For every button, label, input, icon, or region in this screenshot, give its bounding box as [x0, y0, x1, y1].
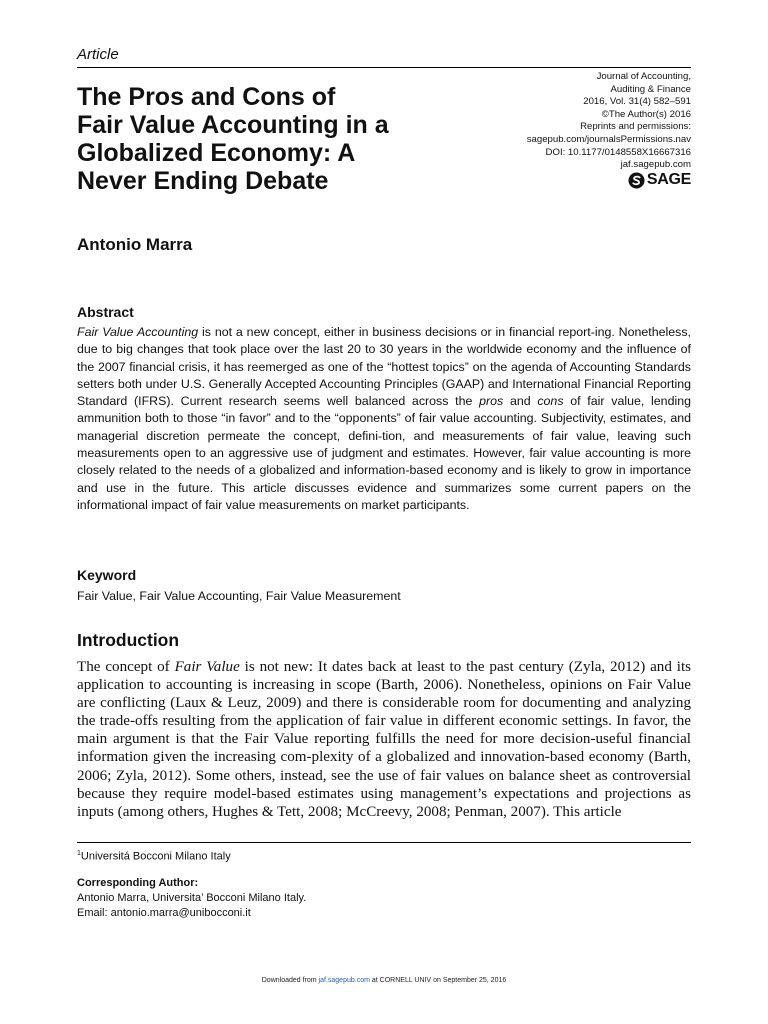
title-line: The Pros and Cons of — [77, 83, 336, 111]
keyword-text: Fair Value, Fair Value Accounting, Fair Value Measurement — [77, 589, 401, 603]
header-rule — [77, 67, 691, 68]
text-run: is not a new concept, either in business decisions or in financial report-ing. Nonetheless, due to big changes that took place over the last 20 to 30 years in the worldwide economy and the influence of the 2007 financial crisis, it has reemerged as one of the “hottest topics” on the agenda of Accounting Standards setters both under U.S. Generally Accepted Accounting Principles (GAAP) and International Financial Reporting Standard (IFRS). Current research seems well balanced across the — [77, 325, 691, 409]
corresponding-author-email: Email: antonio.marra@unibocconi.it — [77, 907, 251, 919]
affiliation-text: Universitá Bocconi Milano Italy — [80, 850, 231, 863]
journal-info-line: ©The Author(s) 2016 — [601, 108, 691, 120]
emphasized-text: Fair Value — [174, 659, 240, 675]
article-title — [77, 83, 497, 195]
text-run: The concept of — [77, 659, 175, 675]
journal-info-line: Journal of Accounting, — [596, 71, 691, 82]
publisher-logo — [628, 171, 691, 189]
title-line: Never Ending Debate — [77, 167, 329, 195]
sage-s-icon — [628, 172, 645, 189]
corresponding-author-heading: Corresponding Author: — [77, 877, 199, 889]
corresponding-author-name: Antonio Marra, Universita’ Bocconi Milano Italy. — [77, 892, 307, 904]
text-run: of fair value, lending ammunition both to those “in favor” and to the “opponents” of fair value accounting. Subjectivity, estimates, and managerial discretion permeate the concept, defini-tion, and measurements of fair value, leaving such measurements open to an aggressive use of judgment and estimates. However, fair value accounting is more closely related to the needs of a globalized and information-based economy and is likely to grow in importance and use in the future. This article discusses evidence and summarizes some current papers on the informational impact of fair value measurements on market participants. — [77, 394, 691, 512]
introduction-heading: Introduction — [77, 630, 180, 650]
journal-info-line: Auditing & Finance — [610, 83, 691, 95]
text-run: and — [503, 394, 538, 409]
publisher-name: SAGE — [646, 171, 691, 188]
title-line: Globalized Economy: A — [77, 139, 356, 167]
emphasized-text: cons — [537, 394, 564, 409]
journal-info — [527, 71, 691, 172]
journal-info-line: Reprints and permissions: — [580, 121, 691, 133]
emphasized-text: pros — [479, 394, 504, 409]
title-line: Fair Value Accounting in a — [77, 111, 389, 139]
abstract-text — [77, 324, 691, 514]
journal-info-line: jaf.sagepub.com — [620, 159, 691, 171]
download-note-prefix: Downloaded from — [261, 977, 319, 984]
download-note — [0, 977, 768, 984]
footnote-marker: 1 — [77, 850, 81, 857]
article-type-label: Article — [77, 46, 119, 63]
journal-info-line: DOI: 10.1177/0148558X16667316 — [545, 146, 691, 158]
abstract-heading: Abstract — [77, 304, 134, 320]
download-note-suffix: at CORNELL UNIV on September 25, 2016 — [369, 977, 507, 984]
affiliation-footnote — [77, 850, 231, 863]
keyword-heading: Keyword — [77, 567, 137, 583]
text-run: is not new: It dates back at least to the past century (Zyla, 2012) and its application to accounting is increasing in scope (Barth, 2006). Nonetheless, opinions on Fair Value are conflicting (Laux & Leuz, 2009) and there is considerable room for documenting and analyzing the trade-offs resulting from the application of fair value in different economic settings. In favor, the main argument is that the Fair Value reporting fulfills the need for more decision-useful financial information given the increasing com-plexity of a globalized and innovation-based economy (Barth, 2006; Zyla, 2012). Some others, instead, see the use of fair values on balance sheet as controversial because they require model-based estimates using management’s expectations and projections as inputs (among others, Hughes & Tett, 2008; McCreevy, 2008; Penman, 2007). This article — [77, 659, 692, 820]
download-link[interactable]: jaf.sagepub.com — [318, 977, 370, 984]
journal-info-line: sagepub.com/journalsPermissions.nav — [526, 133, 691, 145]
footnote-rule — [77, 842, 691, 843]
emphasized-text: Fair Value Accounting — [77, 325, 199, 339]
author-name: Antonio Marra — [77, 235, 193, 254]
journal-info-line: 2016, Vol. 31(4) 582–591 — [583, 96, 691, 108]
introduction-text — [77, 658, 691, 821]
